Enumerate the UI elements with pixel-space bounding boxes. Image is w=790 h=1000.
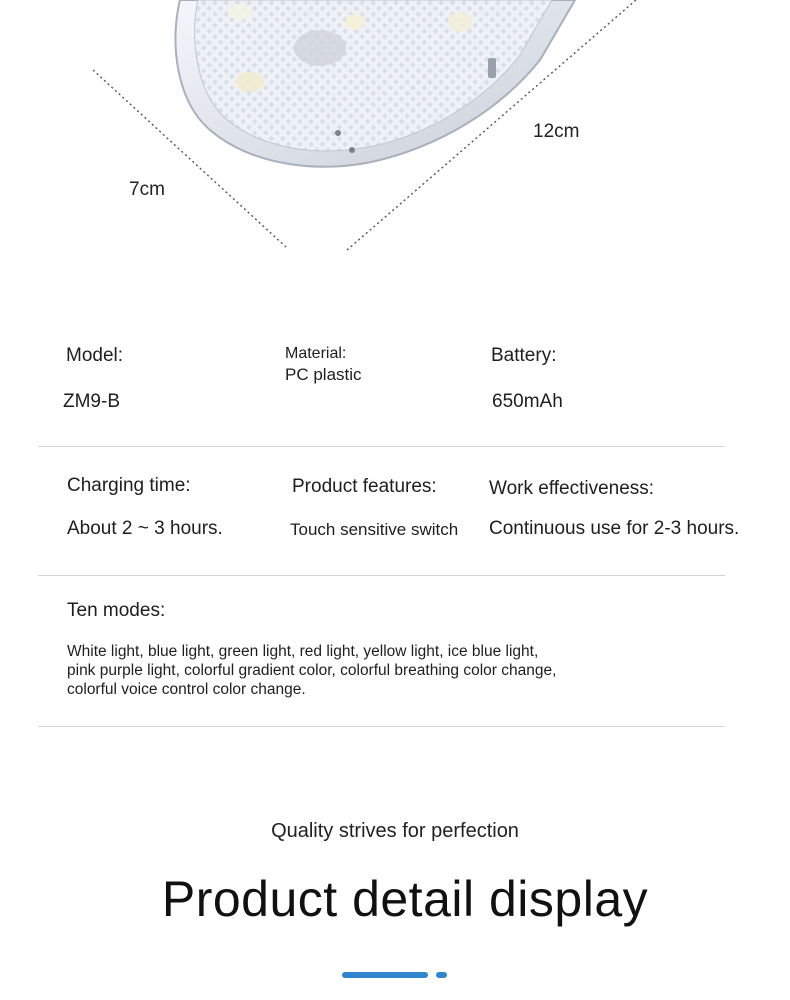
battery-label: Battery: (491, 345, 557, 366)
divider (38, 726, 725, 727)
product-features-label: Product features: (292, 476, 437, 497)
width-dimension-label: 7cm (129, 179, 165, 200)
work-effectiveness-label: Work effectiveness: (489, 478, 655, 499)
charging-time-label: Charging time: (67, 475, 191, 496)
charging-time-value: About 2 ~ 3 hours. (67, 518, 223, 539)
product-body (175, 0, 575, 167)
work-effectiveness-value: Continuous use for 2-3 hours. (489, 518, 740, 539)
ten-modes-label: Ten modes: (67, 600, 166, 621)
accent-dot (436, 972, 447, 978)
section-headline: Product detail display (161, 871, 649, 927)
ten-modes-description: White light, blue light, green light, red light, yellow light, ice blue light, pink purple light, colorful gradient color, colorful breathing color change, colorful voice control color change. (67, 643, 557, 698)
accent-bar (342, 972, 428, 978)
divider (38, 575, 725, 576)
section-tagline: Quality strives for perfection (271, 820, 519, 842)
product-light-illustration (0, 0, 790, 270)
product-features-value: Touch sensitive switch (290, 520, 459, 539)
divider (38, 446, 725, 447)
model-label: Model: (66, 345, 124, 366)
battery-value: 650mAh (492, 391, 563, 412)
model-value: ZM9-B (63, 391, 120, 412)
material-value: PC plastic (285, 365, 362, 384)
length-dimension-label: 12cm (533, 121, 580, 142)
material-label: Material: (285, 345, 347, 362)
